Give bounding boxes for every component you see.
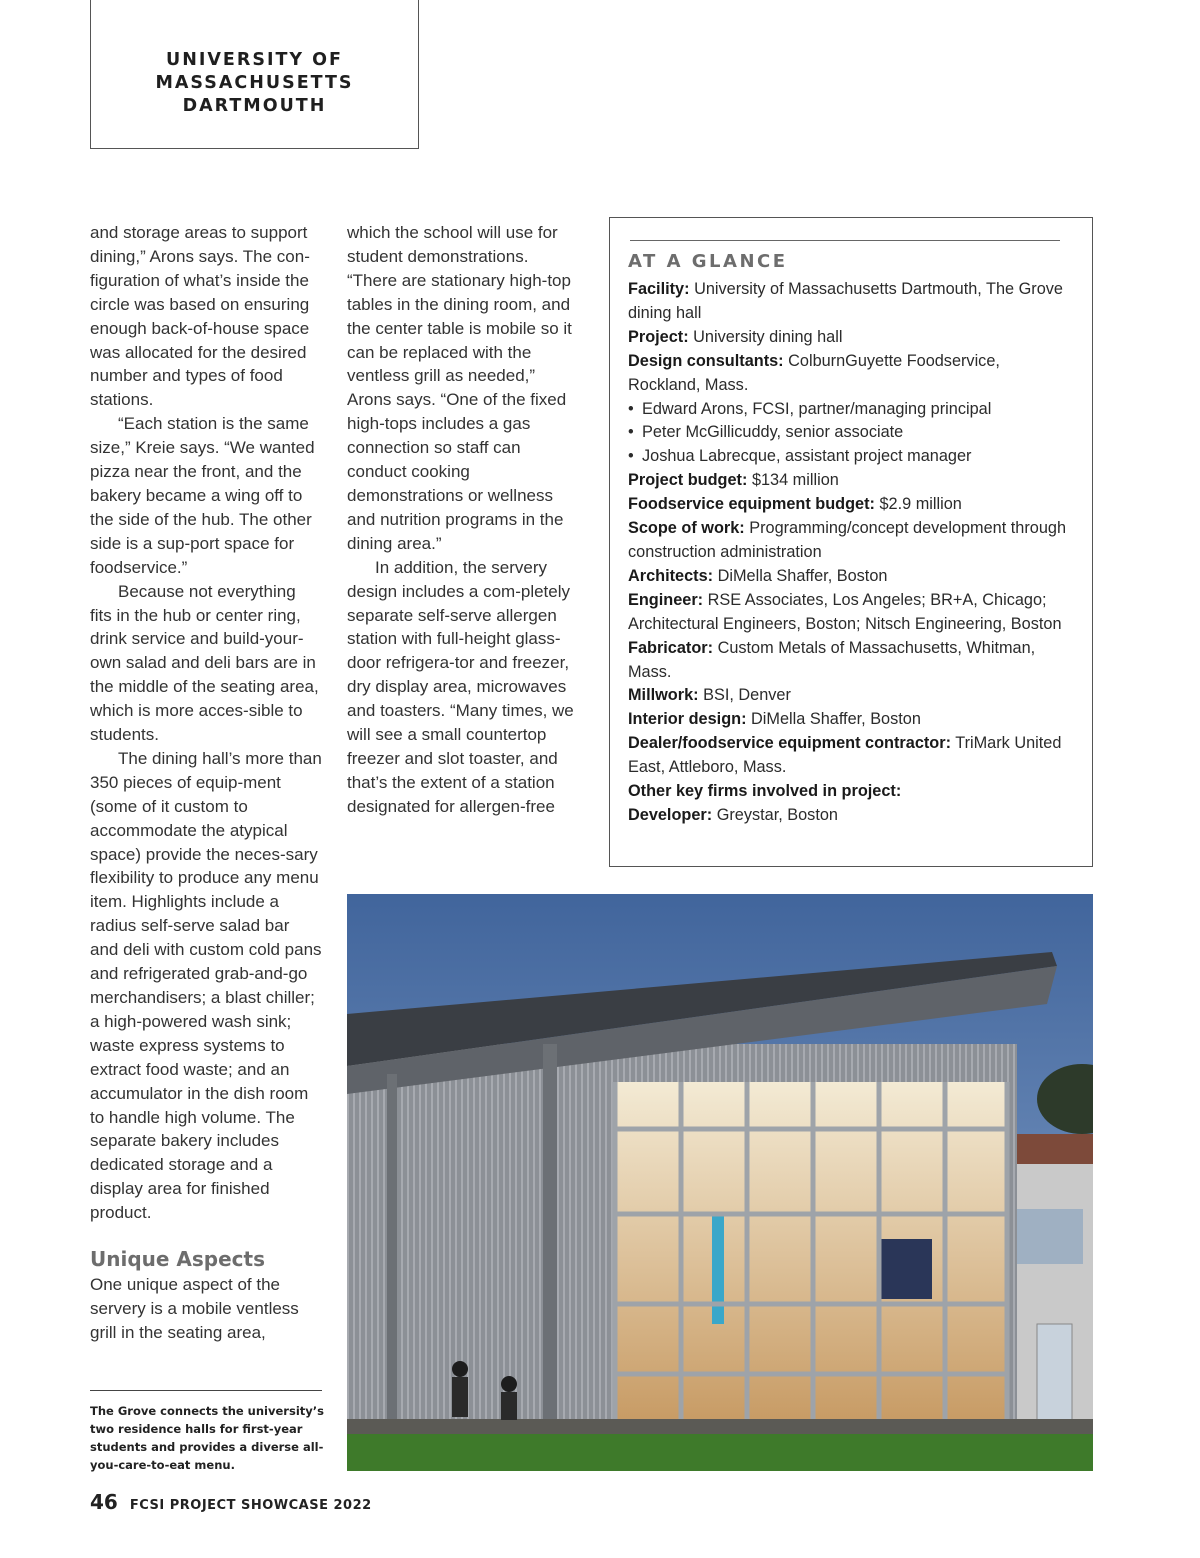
bullet-icon: • [628,447,634,466]
school-name-box [90,0,419,149]
paragraph: which the school will use for student demonstrations. “There are stationary high-top tables in the dining room, and the center table is mobile so it can be replaced with the ventless grill as needed,” Arons says. “One of the fixed high-tops includes a gas connection so staff can conduct cooking demonstrations or wellness and nutrition programs in the dining area.” [347,223,572,553]
building-photo [347,894,1093,1471]
glance-label: Foodservice equipment budget: [628,495,875,514]
glance-label: Millwork: [628,686,699,705]
page-number: 46 [90,1490,118,1514]
glance-row-design [628,350,1072,398]
interior-accent [712,1214,724,1324]
glance-bullet-text: Edward Arons, FCSI, partner/managing principal [642,399,992,418]
person [501,1376,517,1392]
side-wing-roof [1007,1134,1093,1164]
glance-bullet [628,421,1072,445]
glance-label: Engineer: [628,590,704,609]
glance-row-equipment-budget [628,493,1072,517]
glance-value: Programming/concept development through construction administration [628,519,1066,561]
publication-title: FCSI PROJECT SHOWCASE 2022 [129,1498,372,1513]
glance-row-project [628,326,1072,350]
lawn [347,1434,1093,1471]
school-name-line: UNIVERSITY OF [166,49,343,70]
glance-row-engineer [628,589,1072,637]
school-name-line: MASSACHUSETTS [155,72,354,93]
glance-value: DiMella Shaffer, Boston [751,710,921,729]
person [452,1377,468,1417]
paragraph: In addition, the servery design includes a com-pletely separate self-serve allergen station with full-height glass-door refrigera-tor and freezer, dry display area, microwaves and toasters. “Many times, we will see a small countertop freezer and slot toaster, and that’s the extent of a station designated for allergen-free [347,557,574,816]
glance-value: $2.9 million [879,495,962,514]
glance-label: Scope of work: [628,519,745,538]
glance-row-architects [628,565,1072,589]
glance-value: ColburnGuyette Foodservice, Rockland, Mass. [628,351,1000,394]
person [501,1392,517,1420]
glance-value: BSI, Denver [703,686,791,705]
glance-value: $134 million [751,471,839,490]
photo-caption: The Grove connects the university’s two residence halls for first-year students and provides a diverse all-you-care-to-eat menu. [90,1404,324,1472]
glance-row-other [628,780,1072,804]
glance-row-millwork [628,684,1072,708]
glance-value: Greystar, Boston [716,805,838,824]
paragraph: One unique aspect of the servery is a mobile ventless grill in the seating area, [90,1275,299,1342]
glance-bullet [628,398,1072,422]
glance-value: DiMella Shaffer, Boston [717,566,888,585]
steel-column [387,1074,397,1424]
section-subhead: Unique Aspects [90,1247,265,1272]
glance-value: RSE Associates, Los Angeles; BR+A, Chicago; Architectural Engineers, Boston; Nitsch Engineering, Boston [628,590,1062,633]
person [452,1361,468,1377]
bullet-icon: • [628,423,634,442]
paragraph: “Each station is the same size,” Kreie says. “We wanted pizza near the front, and the bakery became a wing off to the side of the hub. The other side is a sup-port space for foodservice.” [90,414,315,577]
steel-column [543,1044,557,1424]
school-name-line: DARTMOUTH [182,95,327,116]
glance-value: University of Massachusetts Dartmouth, The Grove dining hall [628,280,1063,322]
glance-value: University dining hall [693,327,843,346]
glance-label: Architects: [628,566,714,585]
glance-bullet-text: Peter McGillicuddy, senior associate [642,423,904,442]
glance-row-developer [628,804,1072,828]
paragraph: The dining hall’s more than 350 pieces of equip-ment (some of it custom to accommodate the atypical space) provide the neces-sary flexibility to produce any menu item. Highlights include a radius self-serve salad bar and deli with custom cold pans and refrigerated grab-and-go merchandisers; a blast chiller; a high-powered wash sink; waste express systems to extract food waste; and an accumulator in the dish room to handle high volume. The separate bakery includes dedicated storage and a display area for finished product. [90,748,322,1223]
glance-label: Interior design: [628,710,747,729]
glance-bullet-text: Joshua Labrecque, assistant project manager [642,447,972,466]
glance-label: Project budget: [628,471,748,490]
page-footer [90,1490,372,1514]
glance-label: Other key firms involved in project: [628,782,902,801]
glance-row-interior [628,708,1072,732]
at-a-glance-box [609,217,1093,867]
bullet-icon: • [628,399,634,418]
glance-row-dealer [628,732,1072,780]
article-column-2 [347,221,579,819]
interior-panel [877,1239,932,1299]
side-wing-door [1037,1324,1072,1424]
glance-row-facility [628,278,1072,326]
glance-row-scope [628,517,1072,565]
glance-title: AT A GLANCE [628,251,788,272]
glance-list [628,278,1072,828]
glance-row-fabricator [628,637,1072,685]
glance-bullet [628,445,1072,469]
glance-divider [630,240,1060,241]
glance-label: Dealer/foodservice equipment contractor: [628,734,951,753]
paragraph: Because not everything fits in the hub or center ring, drink service and build-your-own salad and deli bars are in the middle of the seating area, which is more acces-sible to students. [90,581,319,745]
glance-row-budget [628,469,1072,493]
glance-label: Facility: [628,280,690,298]
glance-label: Fabricator: [628,638,714,657]
glance-value: Custom Metals of Massachusetts, Whitman, Mass. [628,638,1036,681]
caption-divider [90,1390,322,1391]
glance-label: Design consultants: [628,351,784,370]
building-photo-illustration [347,894,1093,1471]
side-wing-window [1017,1209,1083,1264]
paragraph: and storage areas to support dining,” Arons says. The con-figuration of what’s inside the circle was based on ensuring enough back-of-house space was allocated for the desired number and types of food stations. [90,223,310,410]
glance-label: Developer: [628,805,713,824]
school-name [125,29,385,118]
article-column-1 [90,221,322,1345]
glance-label: Project: [628,327,689,346]
glance-value: TriMark United East, Attleboro, Mass. [628,734,1062,777]
